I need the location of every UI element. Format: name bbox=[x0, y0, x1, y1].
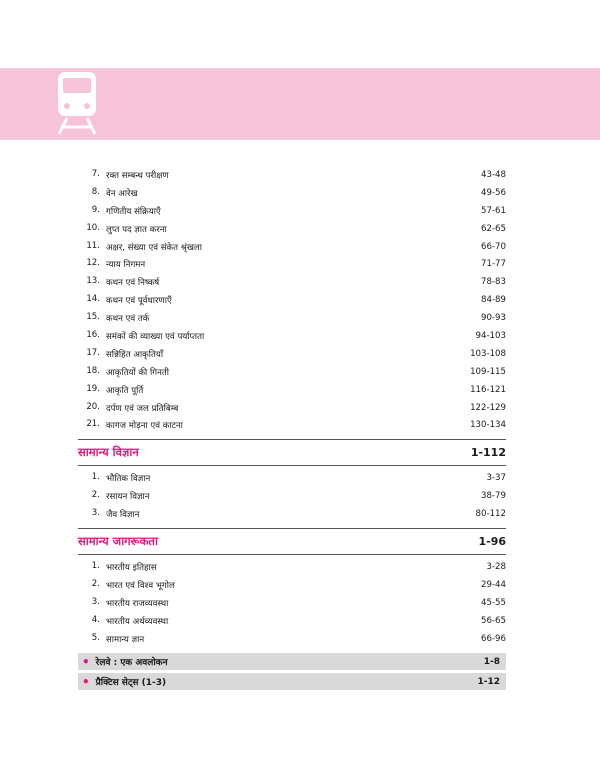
table-of-contents bbox=[78, 166, 506, 690]
page-range: 122-129 bbox=[470, 402, 506, 413]
chapter-title: भारतीय अर्थव्यवस्था bbox=[106, 616, 169, 627]
toc-row bbox=[78, 363, 506, 381]
section-pages: 1-96 bbox=[478, 535, 506, 549]
chapter-title: आकृति पूर्ति bbox=[106, 385, 144, 396]
section-title: सामान्य विज्ञान bbox=[78, 445, 139, 460]
toc-row-left bbox=[78, 312, 149, 324]
section-header-science bbox=[78, 439, 506, 466]
toc-row bbox=[78, 327, 506, 345]
toc-row-left bbox=[78, 508, 139, 520]
chapter-number: 10. bbox=[86, 222, 100, 233]
special-row bbox=[78, 653, 506, 670]
toc-row bbox=[78, 505, 506, 523]
page-range: 38-79 bbox=[481, 491, 506, 502]
special-title: रेलवे : एक अवलोकन bbox=[95, 658, 168, 669]
chapter-title: दर्पण एवं जल प्रतिबिम्ब bbox=[106, 403, 179, 414]
page-range: 1-8 bbox=[483, 656, 500, 667]
chapter-title: जैव विज्ञान bbox=[106, 510, 140, 521]
section-header-awareness bbox=[78, 528, 506, 555]
page-range: 57-61 bbox=[481, 205, 506, 216]
chapter-title: सन्निहित आकृतियाँ bbox=[106, 349, 164, 360]
special-row-left bbox=[82, 675, 166, 688]
chapter-title: न्याय निगमन bbox=[106, 260, 146, 271]
chapter-title: सामान्य ज्ञान bbox=[106, 634, 145, 645]
toc-row-left bbox=[78, 366, 169, 378]
page-range: 109-115 bbox=[470, 366, 506, 377]
chapter-title: कथन एवं निष्कर्ष bbox=[106, 278, 160, 289]
page-range: 78-83 bbox=[481, 277, 506, 288]
chapter-title: आकृतियों की गिनती bbox=[106, 367, 169, 378]
toc-row bbox=[78, 184, 506, 202]
toc-row-left bbox=[78, 258, 145, 270]
toc-row-left bbox=[78, 561, 157, 573]
chapter-number: 14. bbox=[86, 294, 100, 305]
toc-row bbox=[78, 273, 506, 291]
section-title: सामान्य जागरूकता bbox=[78, 534, 158, 549]
page-range: 66-70 bbox=[481, 241, 506, 252]
page-range: 49-56 bbox=[481, 187, 506, 198]
toc-row bbox=[78, 220, 506, 238]
toc-row bbox=[78, 291, 506, 309]
page-range: 94-103 bbox=[475, 330, 506, 341]
chapter-title: कथन एवं तर्क bbox=[106, 314, 150, 325]
chapter-title: लुप्त पद ज्ञात करना bbox=[106, 224, 167, 235]
chapter-number: 20. bbox=[86, 401, 100, 412]
chapter-number: 1. bbox=[91, 472, 100, 483]
page-range: 3-28 bbox=[486, 561, 506, 572]
chapter-title: वेन आरेख bbox=[106, 188, 138, 199]
section-pages: 1-112 bbox=[470, 446, 506, 460]
chapter-number: 13. bbox=[86, 276, 100, 287]
page-range: 80-112 bbox=[475, 509, 506, 520]
chapter-number: 16. bbox=[86, 329, 100, 340]
toc-row bbox=[78, 594, 506, 612]
toc-row bbox=[78, 238, 506, 256]
toc-row-left bbox=[78, 294, 172, 306]
chapter-title: रसायन विज्ञान bbox=[106, 492, 150, 503]
toc-row bbox=[78, 558, 506, 576]
toc-row bbox=[78, 469, 506, 487]
page-range: 116-121 bbox=[470, 384, 506, 395]
toc-row-left bbox=[78, 348, 163, 360]
toc-row-left bbox=[78, 419, 183, 431]
toc-row bbox=[78, 416, 506, 434]
toc-row-left bbox=[78, 169, 169, 181]
toc-row bbox=[78, 166, 506, 184]
page-range: 1-12 bbox=[477, 676, 500, 687]
chapter-number: 5. bbox=[91, 632, 100, 643]
toc-row bbox=[78, 255, 506, 273]
special-row bbox=[78, 673, 506, 690]
special-sections bbox=[78, 653, 506, 690]
chapter-number: 3. bbox=[91, 596, 100, 607]
page-range: 103-108 bbox=[470, 348, 506, 359]
chapter-title: कथन एवं पूर्वधारणाएँ bbox=[106, 296, 172, 307]
bullet-icon: • bbox=[82, 654, 90, 669]
chapter-number: 2. bbox=[91, 578, 100, 589]
toc-row-left bbox=[78, 276, 159, 288]
special-row-left bbox=[82, 655, 168, 668]
chapter-number: 19. bbox=[86, 383, 100, 394]
chapter-list-reasoning bbox=[78, 166, 506, 434]
chapter-title: समंकों की व्याख्या एवं पर्याप्तता bbox=[106, 331, 205, 342]
page-range: 71-77 bbox=[481, 259, 506, 270]
toc-row-left bbox=[78, 187, 138, 199]
toc-row bbox=[78, 309, 506, 327]
chapter-number: 18. bbox=[86, 365, 100, 376]
chapter-number: 2. bbox=[91, 490, 100, 501]
chapter-number: 21. bbox=[86, 419, 100, 430]
chapter-number: 15. bbox=[86, 312, 100, 323]
page-range: 130-134 bbox=[470, 420, 506, 431]
chapter-number: 4. bbox=[91, 614, 100, 625]
chapter-number: 8. bbox=[91, 186, 100, 197]
toc-row-left bbox=[78, 472, 150, 484]
chapter-list-science bbox=[78, 469, 506, 523]
toc-row-left bbox=[78, 402, 178, 414]
toc-row-left bbox=[78, 579, 175, 591]
toc-row bbox=[78, 381, 506, 399]
chapter-title: भारत एवं विश्व भूगोल bbox=[106, 580, 175, 591]
chapter-number: 11. bbox=[86, 240, 100, 251]
special-title: प्रैक्टिस सेट्स (1-3) bbox=[95, 678, 167, 689]
chapter-title: गणितीय संक्रियाएँ bbox=[106, 206, 161, 217]
page-range: 66-96 bbox=[481, 633, 506, 644]
toc-row-left bbox=[78, 597, 168, 609]
page-range: 43-48 bbox=[481, 169, 506, 180]
chapter-number: 12. bbox=[86, 258, 100, 269]
chapter-title: रक्त सम्बन्ध परीक्षण bbox=[106, 170, 169, 181]
chapter-number: 1. bbox=[91, 560, 100, 571]
chapter-title: भारतीय इतिहास bbox=[106, 562, 157, 573]
page-range: 56-65 bbox=[481, 615, 506, 626]
toc-row-left bbox=[78, 615, 168, 627]
toc-row bbox=[78, 630, 506, 648]
page-range: 90-93 bbox=[481, 313, 506, 324]
toc-row-left bbox=[78, 205, 161, 217]
chapter-number: 3. bbox=[91, 508, 100, 519]
toc-row bbox=[78, 202, 506, 220]
chapter-title: कागज मोड़ना एवं काटना bbox=[106, 421, 183, 432]
chapter-number: 17. bbox=[86, 347, 100, 358]
toc-row bbox=[78, 612, 506, 630]
page-range: 29-44 bbox=[481, 579, 506, 590]
toc-row-left bbox=[78, 330, 204, 342]
page-range: 3-37 bbox=[486, 473, 506, 484]
page-range: 45-55 bbox=[481, 597, 506, 608]
toc-row-left bbox=[78, 223, 167, 235]
chapter-title: भौतिक विज्ञान bbox=[106, 474, 151, 485]
chapter-title: भारतीय राजव्यवस्था bbox=[106, 598, 169, 609]
chapter-number: 9. bbox=[91, 204, 100, 215]
train-icon bbox=[52, 66, 102, 138]
chapter-number: 7. bbox=[91, 168, 100, 179]
toc-row-left bbox=[78, 490, 150, 502]
toc-row-left bbox=[78, 633, 144, 645]
toc-row bbox=[78, 487, 506, 505]
page-range: 62-65 bbox=[481, 223, 506, 234]
chapter-list-awareness bbox=[78, 558, 506, 647]
bullet-icon: • bbox=[82, 674, 90, 689]
page-range: 84-89 bbox=[481, 295, 506, 306]
toc-row bbox=[78, 345, 506, 363]
toc-row bbox=[78, 576, 506, 594]
toc-row-left bbox=[78, 384, 143, 396]
toc-row bbox=[78, 399, 506, 417]
toc-row-left bbox=[78, 241, 202, 253]
chapter-title: अक्षर, संख्या एवं संकेत श्रृंखला bbox=[106, 242, 202, 253]
